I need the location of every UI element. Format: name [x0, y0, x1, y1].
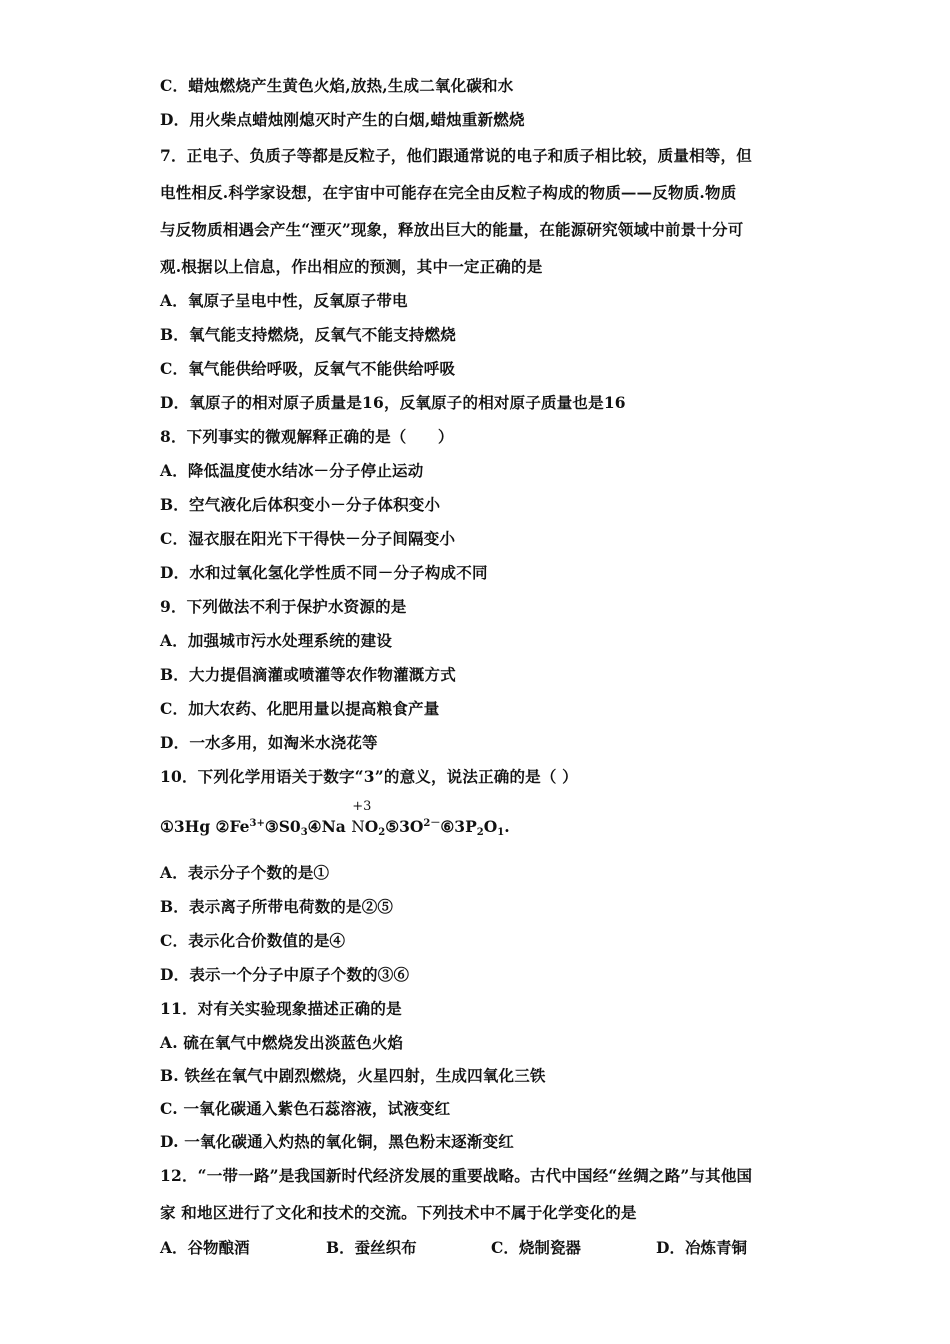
s-subscript: 3	[300, 827, 308, 838]
q12-stem-line-2: 家 和地区进行了文化和技术的交流。下列技术中不属于化学变化的是	[160, 1203, 637, 1222]
q9-option-d: D．一水多用，如淘米水浇花等	[160, 733, 378, 752]
q8-stem: 8．下列事实的微观解释正确的是（ ）	[160, 427, 454, 446]
q10-option-d: D．表示一个分子中原子个数的③⑥	[160, 965, 410, 984]
formula-part-2: ③S0	[264, 817, 301, 836]
q7-option-a: A．氧原子呈电中性，反氧原子带电	[160, 291, 408, 310]
q12-option-c: C．烧制瓷器	[491, 1238, 581, 1257]
q9-option-a: A．加强城市污水处理系统的建设	[160, 631, 393, 650]
formula-part-4: O	[364, 817, 379, 836]
fe-charge: 3+	[249, 818, 265, 829]
q9-option-b: B．大力提倡滴灌或喷灌等农作物灌溉方式	[160, 665, 456, 684]
q7-option-d: D．氧原子的相对原子质量是16，反氧原子的相对原子质量也是16	[160, 393, 626, 412]
q7-option-c: C．氧气能供给呼吸，反氧气不能供给呼吸	[160, 359, 456, 378]
q8-option-d: D．水和过氧化氢化学性质不同－分子构成不同	[160, 563, 488, 582]
o1-subscript: 1	[497, 827, 505, 838]
q9-option-c: C．加大农药、化肥用量以提高粮食产量	[160, 699, 440, 718]
q12-stem-line-1: 12．“一带一路”是我国新时代经济发展的重要战略。古代中国经“丝绸之路”与其他国	[160, 1166, 753, 1185]
q7-stem-line-1: 7．正电子、负质子等都是反粒子，他们跟通常说的电子和质子相比较，质量相等，但	[160, 146, 752, 165]
q8-option-a: A．降低温度使水结冰－分子停止运动	[160, 461, 424, 480]
q7-option-b: B．氧气能支持燃烧，反氧气不能支持燃烧	[160, 325, 456, 344]
q12-option-a: A．谷物酿酒	[160, 1238, 250, 1257]
formula-part-3: ④Na	[307, 817, 352, 836]
q6-option-c: C．蜡烛燃烧产生黄色火焰,放热,生成二氧化碳和水	[160, 76, 514, 95]
formula-part-1: ①3Hg ②Fe	[160, 817, 250, 836]
nitrogen-valence: +3	[352, 799, 372, 814]
q9-stem: 9．下列做法不利于保护水资源的是	[160, 597, 407, 616]
formula-part-6: ⑥3P	[440, 817, 477, 836]
p-subscript: 2	[476, 827, 484, 838]
q12-option-d: D．冶炼青铜	[656, 1238, 747, 1257]
q10-option-b: B．表示离子所带电荷数的是②⑤	[160, 897, 394, 916]
q6-option-d: D．用火柴点蜡烛刚熄灭时产生的白烟,蜡烛重新燃烧	[160, 110, 525, 129]
q10-stem: 10．下列化学用语关于数字“3”的意义，说法正确的是（ ）	[160, 767, 578, 786]
nitrogen-symbol: N	[351, 818, 365, 836]
formula-part-5: ⑤3O	[385, 817, 424, 836]
formula-part-7: O	[483, 817, 498, 836]
q7-stem-line-2: 电性相反.科学家设想，在宇宙中可能存在完全由反粒子构成的物质——反物质.物质	[160, 183, 737, 202]
q7-stem-line-4: 观.根据以上信息，作出相应的预测，其中一定正确的是	[160, 257, 543, 276]
q10-formula-line	[160, 799, 510, 845]
q10-option-a: A．表示分子个数的是①	[160, 863, 330, 882]
q7-stem-line-3: 与反物质相遇会产生“湮灭”现象，释放出巨大的能量，在能源研究领域中前景十分可	[160, 220, 744, 239]
o2-subscript: 2	[378, 827, 386, 838]
o-charge: 2－	[423, 818, 441, 829]
q11-option-b: B. 铁丝在氧气中剧烈燃烧，火星四射，生成四氧化三铁	[160, 1066, 546, 1085]
q11-option-c: C. 一氧化碳通入紫色石蕊溶液，试液变红	[160, 1099, 451, 1118]
q12-option-b: B．蚕丝织布	[326, 1238, 417, 1257]
q11-stem: 11．对有关实验现象描述正确的是	[160, 999, 402, 1018]
q11-option-a: A. 硫在氧气中燃烧发出淡蓝色火焰	[160, 1033, 404, 1052]
q8-option-c: C．湿衣服在阳光下干得快－分子间隔变小	[160, 529, 456, 548]
formula-part-8: .	[504, 817, 510, 836]
nitrogen-with-valence	[351, 799, 372, 839]
q11-option-d: D. 一氧化碳通入灼热的氧化铜，黑色粉末逐渐变红	[160, 1132, 514, 1151]
q10-option-c: C．表示化合价数值的是④	[160, 931, 346, 950]
q8-option-b: B．空气液化后体积变小－分子体积变小	[160, 495, 441, 514]
